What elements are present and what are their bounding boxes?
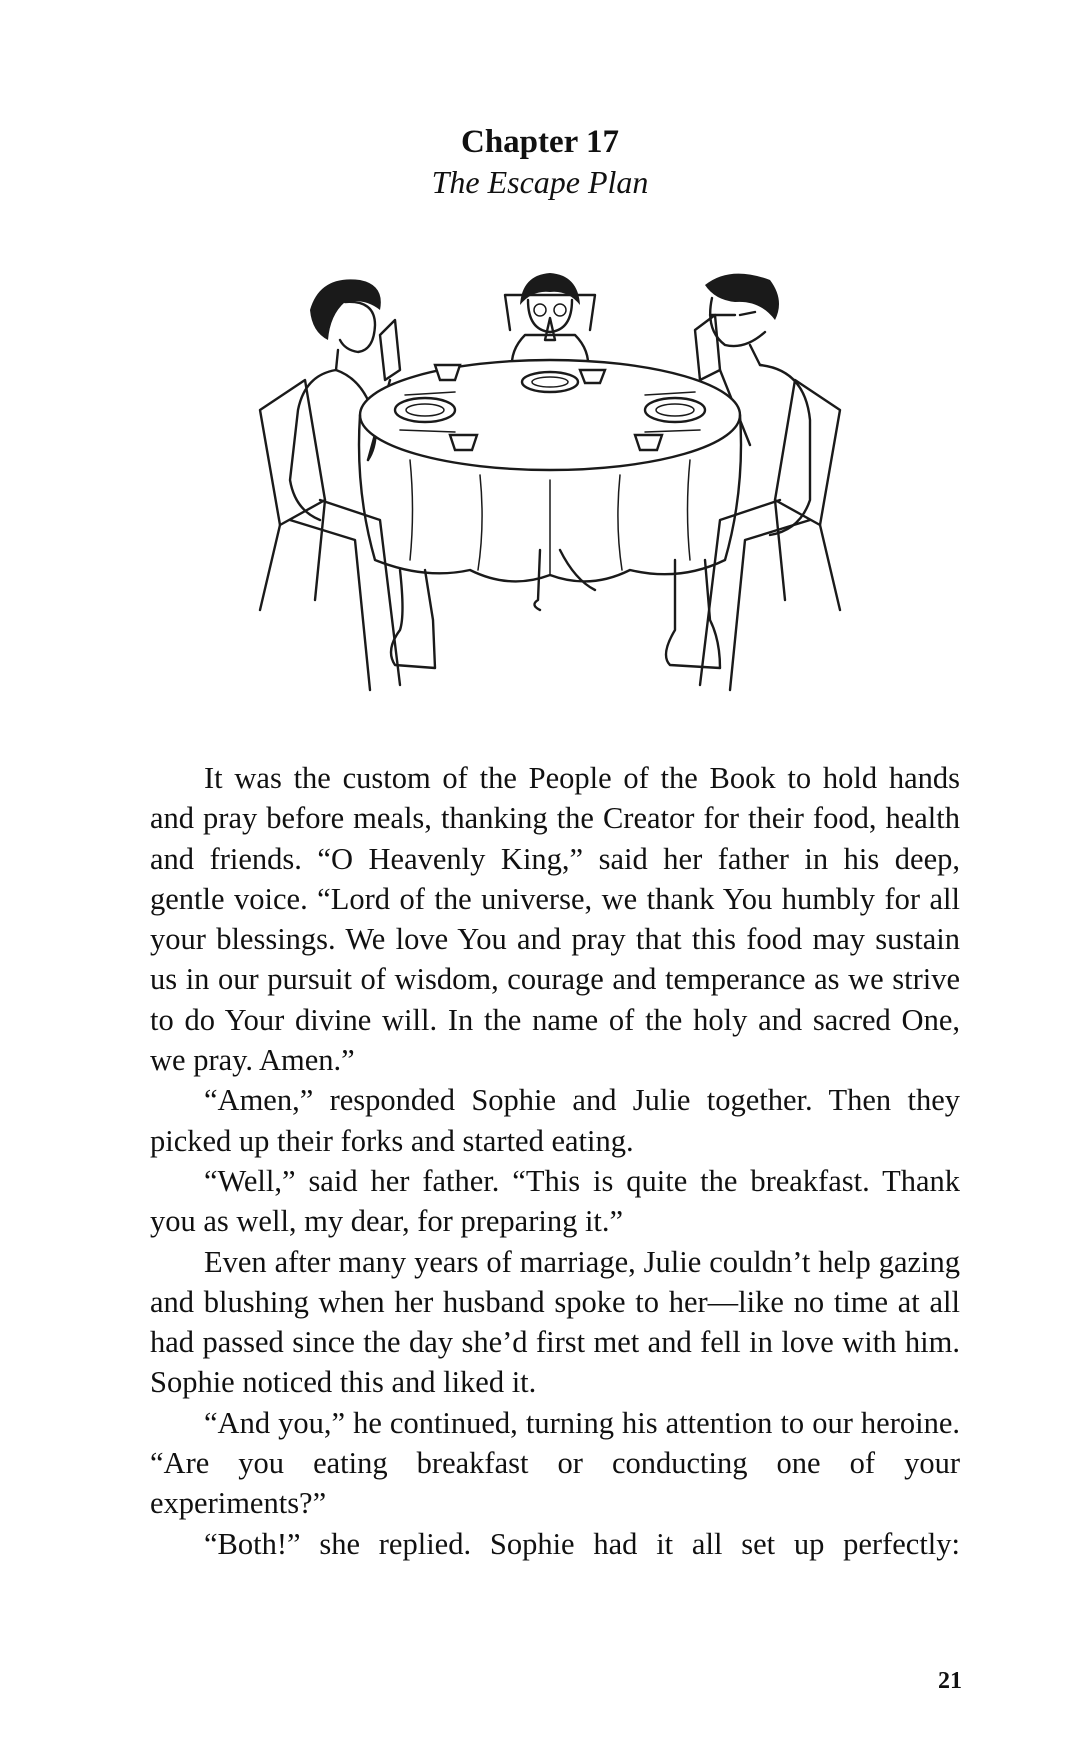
round-table-drawing: [359, 360, 741, 581]
paragraph: “Both!” she replied. Sophie had it all set up perfectly:: [204, 1526, 960, 1561]
chapter-title: Chapter 17: [461, 124, 619, 160]
paragraph: “Amen,” responded Sophie and Julie together. Then they picked up their forks and started eating.: [150, 1083, 960, 1158]
paragraph: It was the custom of the People of the Book to hold hands and pray before meals, thanking the Creator for their food, health and friends. “O Heavenly King,” said her father in his deep, gentle voice. “Lord of the universe, we thank You humbly for all your blessings. We love You and pray that this food may sustain us in our pursuit of wisdom, courage and temperance as we strive to do Your divine will. In the name of the holy and sacred One, we pray. Amen.”: [150, 761, 960, 1078]
chapter-body: [150, 758, 960, 1564]
chapter-subtitle: The Escape Plan: [431, 164, 649, 200]
paragraph: “And you,” he continued, turning his attention to our heroine. “Are you eating breakfast or conducting one of your experiments?”: [150, 1405, 960, 1521]
paragraph: “Well,” said her father. “This is quite the breakfast. Thank you as well, my dear, for preparing it.”: [150, 1163, 960, 1239]
page-number: 21: [938, 1668, 962, 1694]
child-chair-drawing: [505, 295, 595, 330]
family-praying-at-table-illustration: [250, 270, 850, 710]
paragraph: Even after many years of marriage, Julie couldn’t help gazing and blushing when her husband spoke to her—like no time at all had passed since the day she’d first met and fell in love with him. Sophie noticed this and liked it.: [150, 1244, 960, 1400]
